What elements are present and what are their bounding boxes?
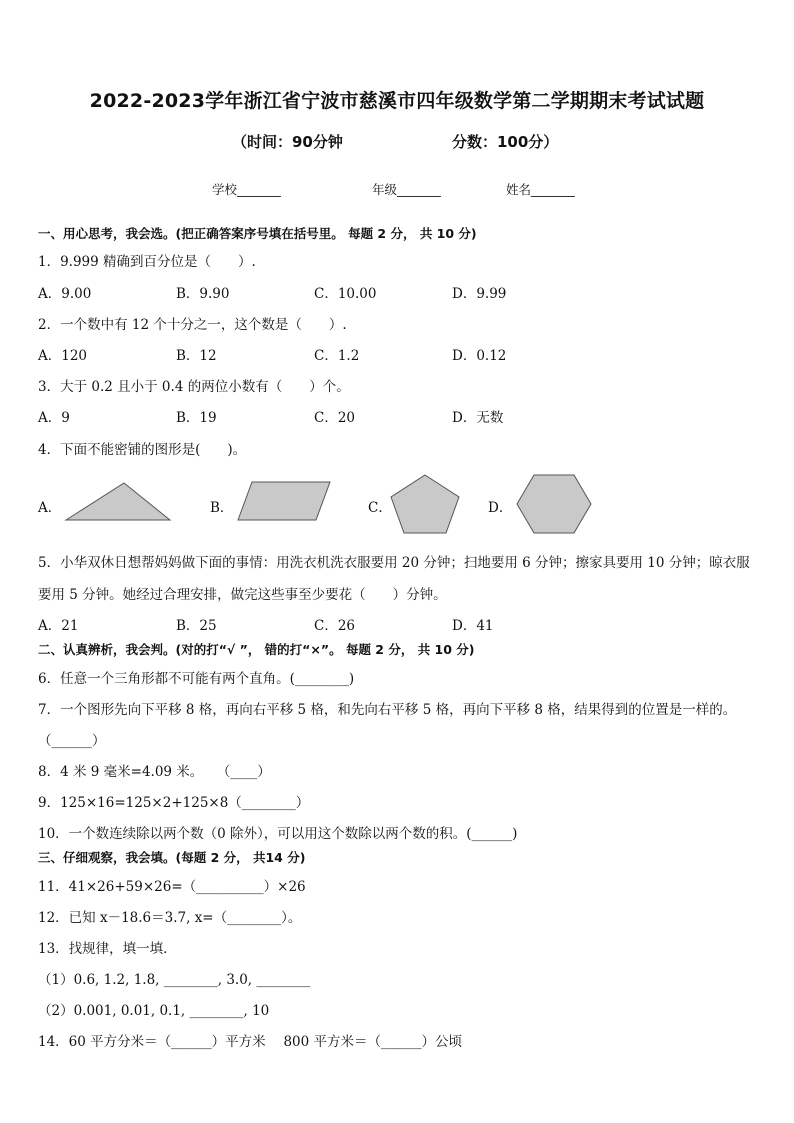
section-3-heading: 三、仔细观察，我会填。(每题 2 分， 共14 分) <box>38 850 306 865</box>
q5-option-b: B．25 <box>176 618 217 634</box>
question-11: 11．41×26+59×26=（__________）×26 <box>38 879 306 895</box>
name-field: 姓名_______ <box>506 182 575 197</box>
q2-option-a: A．120 <box>38 348 88 364</box>
q1-option-b: B．9.90 <box>176 286 230 302</box>
q4-option-a: A． <box>38 500 62 516</box>
parallelogram-shape <box>234 478 334 524</box>
school-field: 学校_______ <box>212 182 281 197</box>
q2-option-b: B．12 <box>176 348 217 364</box>
question-4: 4．下面不能密铺的图形是( )。 <box>38 442 247 458</box>
question-8: 8．4 米 9 毫米=4.09 米。 （____） <box>38 764 271 780</box>
q4-option-b: B． <box>210 500 234 516</box>
triangle-shape <box>62 480 174 524</box>
q5-option-d: D．41 <box>452 618 494 634</box>
q4-option-d: D． <box>488 500 513 516</box>
section-1-heading: 一、用心思考，我会选。(把正确答案序号填在括号里。 每题 2 分， 共 10 分) <box>38 226 477 241</box>
question-5-line-1: 5．小华双休日想帮妈妈做下面的事情：用洗衣机洗衣服要用 20 分钟；扫地要用 6 分钟；擦家具要用 10 分钟；晾衣服 <box>38 555 750 571</box>
grade-field: 年级_______ <box>372 182 441 197</box>
question-7-line-2: （______） <box>38 733 106 749</box>
exam-time: （时间：90分钟 <box>232 133 343 151</box>
q3-option-d: D．无数 <box>452 410 504 426</box>
page-title: 2022-2023学年浙江省宁波市慈溪市四年级数学第二学期期末考试试题 <box>89 90 705 112</box>
question-1: 1．9.999 精确到百分位是（ ）. <box>38 254 256 270</box>
question-9: 9．125×16=125×2+125×8（________） <box>38 795 310 811</box>
q4-option-c: C． <box>368 500 392 516</box>
question-13-part-2: （2）0.001, 0.01, 0.1, ________, 10 <box>38 1003 270 1019</box>
q5-option-c: C．26 <box>314 618 356 634</box>
question-6: 6．任意一个三角形都不可能有两个直角。(________) <box>38 671 355 687</box>
q2-option-d: D．0.12 <box>452 348 507 364</box>
question-5-line-2: 要用 5 分钟。她经过合理安排，做完这些事至少要花（ ）分钟。 <box>38 587 447 603</box>
question-13: 13．找规律，填一填． <box>38 941 177 957</box>
pentagon-shape <box>388 472 462 536</box>
hexagon-shape <box>514 472 594 536</box>
q3-option-b: B．19 <box>176 410 217 426</box>
question-3: 3．大于 0.2 且小于 0.4 的两位小数有（ ）个。 <box>38 379 350 395</box>
section-2-heading: 二、认真辨析，我会判。(对的打“√ ”， 错的打“×”。 每题 2 分， 共 10 分) <box>38 642 475 657</box>
q1-option-c: C．10.00 <box>314 286 377 302</box>
q5-option-a: A．21 <box>38 618 79 634</box>
question-7-line-1: 7．一个图形先向下平移 8 格，再向右平移 5 格，和先向右平移 5 格，再向下平移 8 格，结果得到的位置是一样的。 <box>38 702 737 718</box>
question-2: 2．一个数中有 12 个十分之一，这个数是（ ）. <box>38 317 347 333</box>
q1-option-d: D．9.99 <box>452 286 507 302</box>
q3-option-c: C．20 <box>314 410 356 426</box>
question-12: 12．已知 x－18.6＝3.7, x=（________）。 <box>38 910 302 926</box>
exam-score: 分数：100分） <box>452 133 559 151</box>
question-10: 10．一个数连续除以两个数（0 除外），可以用这个数除以两个数的积。(______) <box>38 826 518 842</box>
question-14: 14．60 平方分米＝（______）平方米 800 平方米＝（______）公顷 <box>38 1034 462 1050</box>
q3-option-a: A．9 <box>38 410 70 426</box>
q2-option-c: C．1.2 <box>314 348 360 364</box>
q1-option-a: A．9.00 <box>38 286 92 302</box>
question-13-part-1: （1）0.6, 1.2, 1.8, ________, 3.0, ________ <box>38 972 311 988</box>
